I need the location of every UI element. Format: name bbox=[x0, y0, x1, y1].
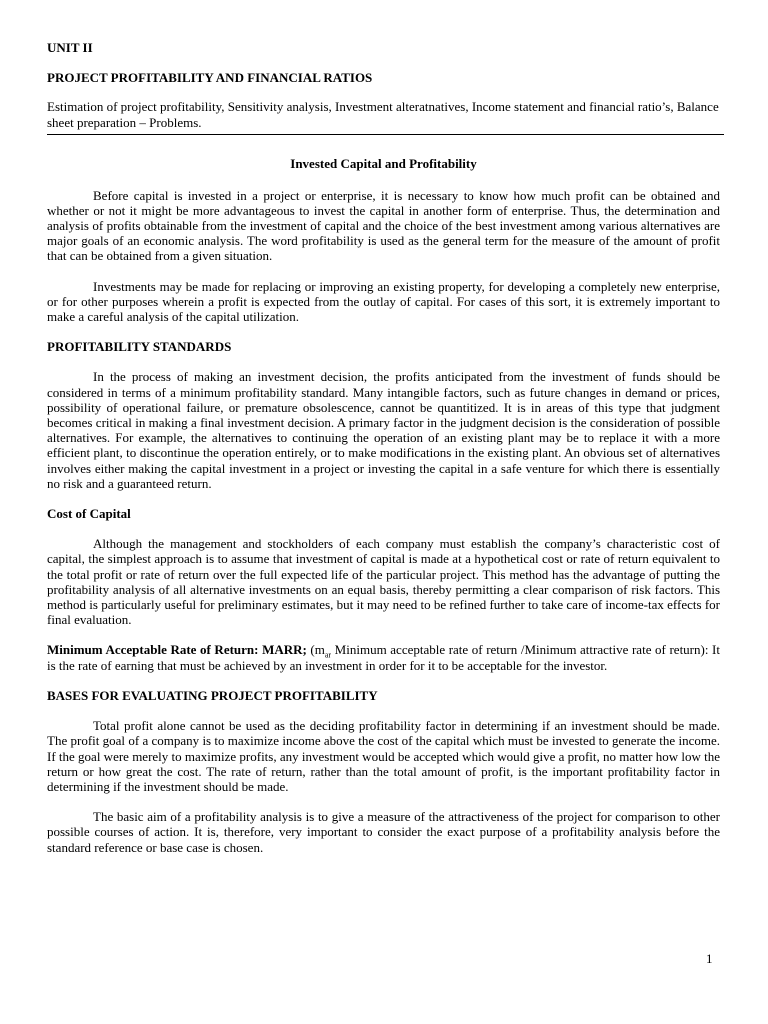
section-title: Invested Capital and Profitability bbox=[290, 156, 477, 172]
syllabus-text: Estimation of project profitability, Sensitivity analysis, Investment alteratnatives, Income statement and financial ratio’s, Balance sheet preparation – Problems. bbox=[47, 99, 719, 131]
heading-profitability-standards: PROFITABILITY STANDARDS bbox=[47, 339, 232, 355]
page-number: 1 bbox=[706, 951, 713, 966]
paragraph-total-profit: Total profit alone cannot be used as the deciding profitability factor in determining if an investment should be made. The profit goal of a company is to maximize income above the cost of the capital which must be invested to generate the income. If the goal were merely to maximize profits, any investment would be accepted which would give a profit, no matter how low the return or how great the cost. The rate of return, rather than the total amount of profit, is the important profitability factor in determining if the investment should be made. bbox=[47, 718, 720, 794]
marr-term: Minimum Acceptable Rate of Return: MARR; bbox=[47, 642, 307, 658]
heading-cost-of-capital: Cost of Capital bbox=[47, 506, 131, 522]
header-divider bbox=[47, 134, 724, 135]
main-heading: PROJECT PROFITABILITY AND FINANCIAL RATIOS bbox=[47, 70, 373, 86]
paragraph-invested-capital: Before capital is invested in a project or enterprise, it is necessary to know how much profit can be obtained and whether or not it might be more advantageous to invest the capital in another form of enterprise. Thus, the determination and analysis of profits obtainable from the investment of capital and the choice of the best investment among various alternatives are major goals of an economic analysis. The word profitability is used as the general term for the measure of the amount of profit that can be obtained from a given situation. bbox=[47, 187, 720, 264]
paragraph-cost-of-capital: Although the management and stockholders of each company must establish the company’s characteristic cost of capital, the simplest approach is to assume that investment of capital is made at a hypothetical cost or rate of return equivalent to the total profit or rate of return over the full expected life of the particular project. This method has the advantage of putting the profitability analysis of all alternative investments on an equal basis, thereby permitting a clear comparison of risk factors. This method is particularly useful for preliminary estimates, but it may need to be refined further to take care of income-tax effects for final evaluation. bbox=[47, 536, 720, 628]
paragraph-investments: Investments may be made for replacing or improving an existing property, for developing a completely new enterprise, or for other purposes wherein a profit is expected from the outlay of capital. For cases of this sort, it is extremely important to make a careful analysis of the capital utilization. bbox=[47, 278, 720, 325]
marr-definition: Minimum Acceptable Rate of Return: MARR; ($m_{ar}$ Minimum acceptable rate of return /Minimum attractive rate of return): It is the rate of earning that must be achieved by an investment in order for it to be acceptable for the investor. bbox=[47, 642, 720, 673]
paragraph-profitability-standards: In the process of making an investment decision, the profits anticipated from the investment of funds should be considered in terms of a minimum profitability standard. Many intangible factors, such as future changes in demand or prices, possibility of operational failure, or premature obsolescence, cannot be quantitized. It is in areas of this type that judgment becomes critical in making a final investment decision. A primary factor in the judgment decision is the consideration of possible alternatives. For example, the alternatives to continuing the operation of an existing plant may be to replace it with a more efficient plant, to discontinue the operation entirely, or to make modifications in the existing plant. An obvious set of alternatives involves either making the capital investment in a project or investing the capital in a safe venture for which there is essentially no risk and a guaranteed return. bbox=[47, 369, 720, 491]
paragraph-basic-aim: The basic aim of a profitability analysis is to give a measure of the attractiveness of the project for comparison to other possible courses of action. It is, therefore, very important to consider the exact purpose of a profitability analysis before the standard reference or base case is chosen. bbox=[47, 809, 720, 855]
heading-bases-evaluating: BASES FOR EVALUATING PROJECT PROFITABILITY bbox=[47, 687, 378, 703]
marr-subscript: ar bbox=[324, 651, 332, 661]
document-page bbox=[47, 40, 720, 855]
unit-label: UNIT II bbox=[47, 40, 93, 55]
